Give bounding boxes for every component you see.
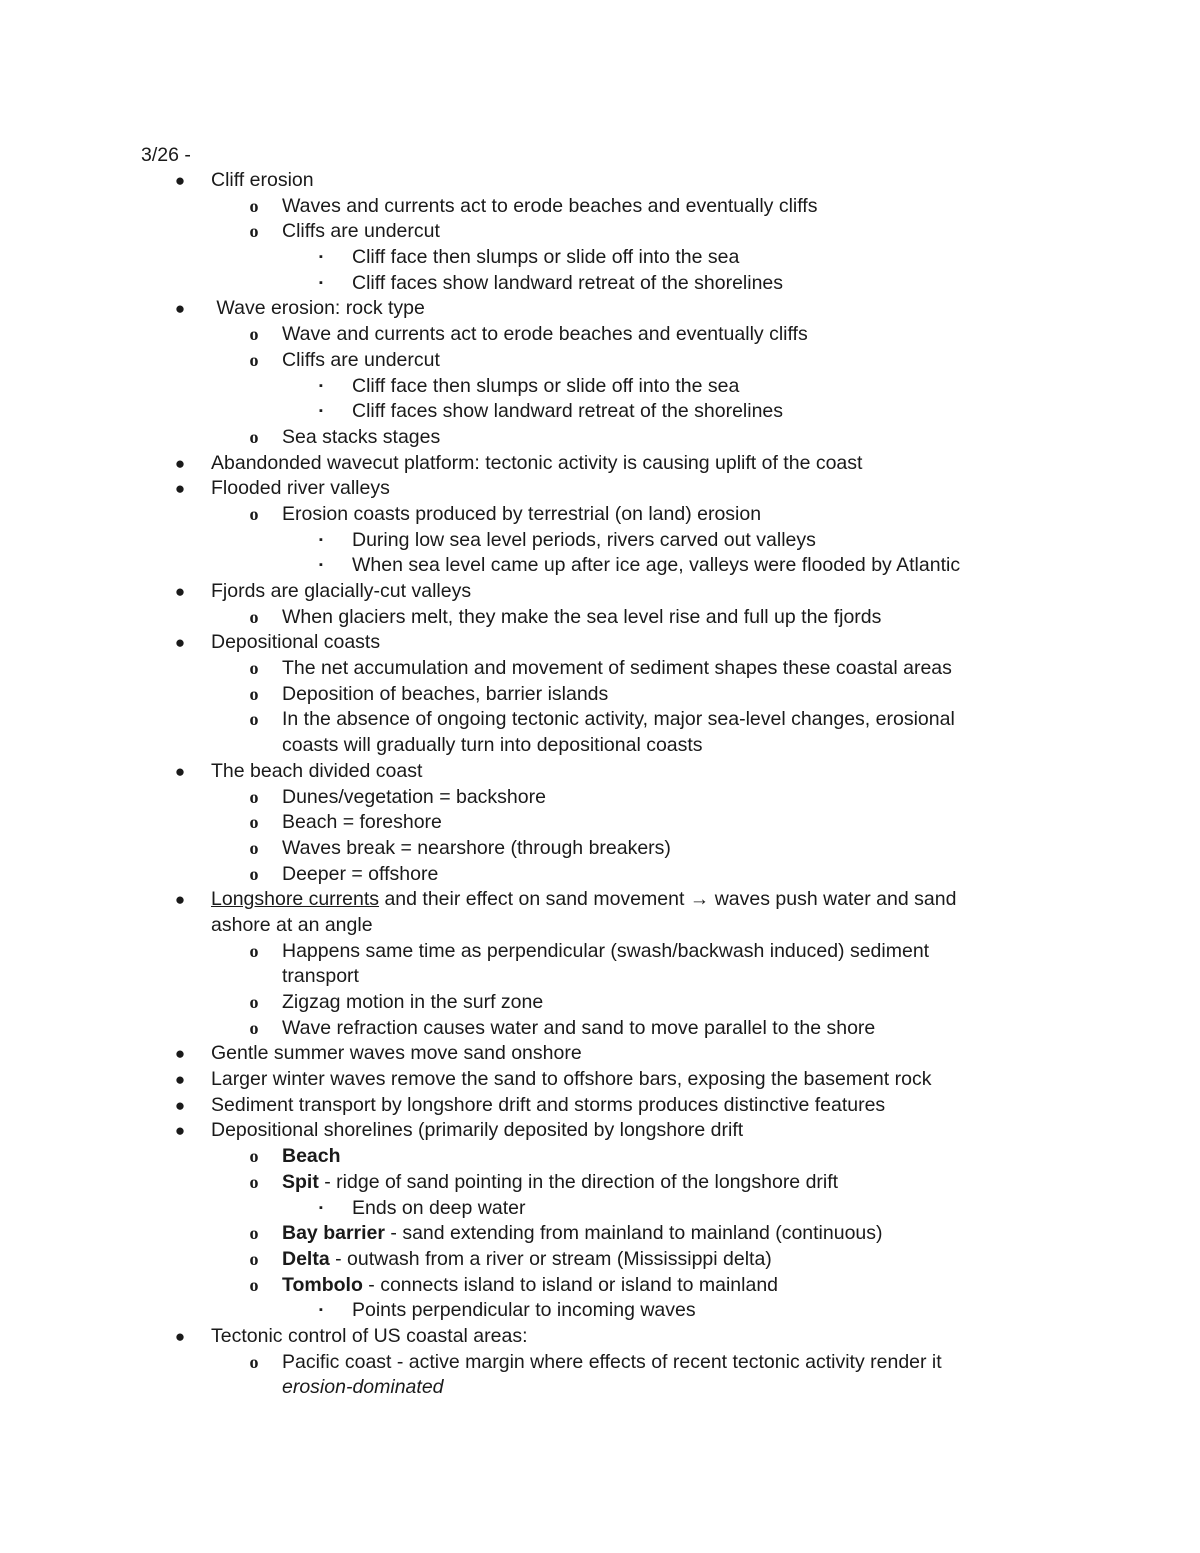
note-item-level-2 bbox=[0, 528, 1200, 554]
note-item-level-0 bbox=[0, 1067, 1200, 1093]
note-item-level-2 bbox=[0, 1298, 1200, 1324]
note-item-level-1 bbox=[0, 1350, 1200, 1376]
note-text bbox=[211, 296, 425, 322]
note-text-segment: Waves break = nearshore (through breakers) bbox=[282, 836, 671, 859]
bullet-marker-icon: o bbox=[249, 606, 259, 627]
bullet-marker-icon: o bbox=[249, 837, 259, 858]
note-item-level-2 bbox=[0, 1196, 1200, 1222]
note-text bbox=[282, 502, 761, 528]
bullet-marker-icon: o bbox=[249, 1171, 259, 1192]
bullet-marker-icon: ● bbox=[174, 633, 186, 653]
note-line-continuation bbox=[0, 1375, 1200, 1401]
note-text bbox=[211, 1041, 582, 1067]
note-text-segment: - connects island to island or island to mainland bbox=[362, 1273, 779, 1296]
note-item-level-1 bbox=[0, 785, 1200, 811]
note-text bbox=[211, 887, 956, 913]
note-text bbox=[211, 476, 390, 502]
note-text bbox=[282, 836, 671, 862]
note-text-italic: erosion-dominated bbox=[282, 1376, 444, 1399]
bullet-marker-icon: ● bbox=[174, 479, 186, 499]
note-text-segment: - outwash from a river or stream (Mississippi delta) bbox=[329, 1247, 772, 1270]
note-text-segment: Cliff face then slumps or slide off into the sea bbox=[352, 374, 740, 397]
note-text-segment: Waves and currents act to erode beaches and eventually cliffs bbox=[282, 194, 818, 217]
note-item-level-0 bbox=[0, 1093, 1200, 1119]
note-text bbox=[282, 348, 440, 374]
bullet-marker-icon: o bbox=[249, 940, 259, 961]
bullet-marker-icon: o bbox=[249, 1351, 259, 1372]
note-item-level-1 bbox=[0, 836, 1200, 862]
note-text bbox=[282, 939, 929, 965]
note-text-segment: Pacific coast - active margin where effects of recent tectonic activity render it bbox=[282, 1350, 942, 1373]
note-text-segment: Cliff faces show landward retreat of the shorelines bbox=[352, 400, 784, 423]
note-text bbox=[211, 913, 373, 939]
note-text bbox=[282, 194, 817, 220]
note-line-continuation bbox=[0, 733, 1200, 759]
bullet-marker-icon: ▪ bbox=[319, 533, 323, 546]
note-text-segment: Gentle summer waves move sand onshore bbox=[211, 1042, 582, 1065]
note-text bbox=[282, 1016, 875, 1042]
bullet-marker-icon: ▪ bbox=[319, 1304, 323, 1317]
note-item-level-0 bbox=[0, 887, 1200, 913]
bullet-marker-icon: o bbox=[249, 992, 259, 1012]
note-item-level-1 bbox=[0, 656, 1200, 682]
note-text-segment: Ends on deep water bbox=[352, 1196, 526, 1219]
note-text-segment: Larger winter waves remove the sand to offshore bars, exposing the basement rock bbox=[211, 1068, 932, 1091]
note-item-level-1 bbox=[0, 1247, 1200, 1273]
bullet-marker-icon: ● bbox=[174, 582, 186, 601]
note-text bbox=[282, 1221, 883, 1247]
note-item-level-2 bbox=[0, 245, 1200, 271]
note-item-level-1 bbox=[0, 939, 1200, 965]
note-text-segment: Cliff face then slumps or slide off into the sea bbox=[352, 246, 740, 269]
note-text-segment: When glaciers melt, they make the sea level rise and full up the fjords bbox=[282, 605, 882, 628]
note-text-segment: Points perpendicular to incoming waves bbox=[352, 1299, 696, 1322]
bullet-marker-icon: ● bbox=[174, 1070, 186, 1090]
note-item-level-1 bbox=[0, 425, 1200, 451]
date-heading: 3/26 - bbox=[141, 144, 191, 166]
note-item-level-0 bbox=[0, 1041, 1200, 1067]
bullet-marker-icon: ● bbox=[174, 761, 186, 781]
note-text bbox=[211, 168, 314, 194]
note-text bbox=[352, 374, 739, 400]
note-text-segment: - ridge of sand pointing in the direction of the longshore drift bbox=[318, 1170, 839, 1193]
note-text-segment: Tectonic control of US coastal areas: bbox=[211, 1324, 528, 1347]
bullet-marker-icon: o bbox=[249, 1223, 259, 1244]
note-item-level-1 bbox=[0, 1016, 1200, 1042]
note-text-segment: Flooded river valleys bbox=[211, 477, 390, 500]
note-text bbox=[282, 733, 703, 759]
note-text-segment: Cliffs are undercut bbox=[282, 220, 440, 243]
bullet-marker-icon: ▪ bbox=[319, 405, 323, 418]
note-item-level-1 bbox=[0, 810, 1200, 836]
note-item-level-1 bbox=[0, 348, 1200, 374]
note-item-level-0 bbox=[0, 476, 1200, 502]
bullet-marker-icon: ● bbox=[174, 453, 186, 473]
bullet-marker-icon: ● bbox=[174, 299, 186, 319]
bullet-marker-icon: o bbox=[249, 1146, 259, 1167]
note-text-segment: Wave erosion: rock type bbox=[211, 297, 425, 320]
note-text-segment: Depositional coasts bbox=[211, 631, 381, 654]
note-text-bold: Bay barrier bbox=[282, 1222, 385, 1245]
note-text bbox=[282, 219, 440, 245]
note-text bbox=[352, 1196, 525, 1222]
note-text-bold: Delta bbox=[282, 1247, 330, 1270]
note-text bbox=[282, 1247, 772, 1273]
note-text-segment: Deeper = offshore bbox=[282, 862, 439, 885]
note-text bbox=[282, 707, 955, 733]
note-text-segment: Beach = foreshore bbox=[282, 811, 442, 834]
bullet-marker-icon: ● bbox=[174, 1326, 186, 1346]
note-text bbox=[282, 1375, 444, 1401]
note-text-bold: Beach bbox=[282, 1145, 341, 1168]
note-text bbox=[282, 810, 442, 836]
note-text-bold: Tombolo bbox=[282, 1273, 363, 1296]
note-item-level-1 bbox=[0, 682, 1200, 708]
bullet-marker-icon: o bbox=[249, 426, 259, 447]
note-text-segment: Abandonded wavecut platform: tectonic activity is causing uplift of the coast bbox=[211, 451, 863, 474]
note-text bbox=[282, 1170, 838, 1196]
note-item-level-0 bbox=[0, 451, 1200, 477]
note-text bbox=[282, 1273, 778, 1299]
note-text bbox=[282, 322, 808, 348]
bullet-marker-icon: ● bbox=[174, 1095, 186, 1115]
note-text bbox=[282, 964, 359, 990]
note-text bbox=[211, 759, 422, 785]
bullet-marker-icon: o bbox=[249, 683, 259, 704]
note-text-segment: During low sea level periods, rivers carved out valleys bbox=[352, 528, 816, 551]
note-item-level-2 bbox=[0, 553, 1200, 579]
note-text-segment: Sediment transport by longshore drift and storms produces distinctive features bbox=[211, 1093, 886, 1116]
bullet-marker-icon: ▪ bbox=[319, 379, 323, 392]
note-item-level-0 bbox=[0, 1324, 1200, 1350]
note-text-segment: The beach divided coast bbox=[211, 759, 423, 782]
note-text bbox=[282, 862, 438, 888]
bullet-marker-icon: o bbox=[249, 503, 259, 524]
bullet-marker-icon: o bbox=[249, 709, 259, 730]
note-text bbox=[211, 579, 471, 605]
note-text bbox=[211, 630, 380, 656]
note-text bbox=[282, 1350, 942, 1376]
note-text-segment: Wave and currents act to erode beaches and eventually cliffs bbox=[282, 323, 808, 346]
bullet-marker-icon: o bbox=[249, 1274, 259, 1295]
note-line-continuation bbox=[0, 964, 1200, 990]
note-text bbox=[352, 553, 960, 579]
note-text-segment: transport bbox=[282, 965, 359, 988]
note-text-segment: Erosion coasts produced by terrestrial (on land) erosion bbox=[282, 502, 762, 525]
bullet-marker-icon: ● bbox=[174, 1121, 186, 1141]
bullet-marker-icon: ● bbox=[174, 890, 186, 910]
note-item-level-0 bbox=[0, 630, 1200, 656]
bullet-marker-icon: ● bbox=[174, 171, 186, 190]
note-text-segment: Depositional shorelines (primarily deposited by longshore drift bbox=[211, 1119, 744, 1142]
note-text bbox=[211, 1324, 528, 1350]
note-text bbox=[352, 1298, 696, 1324]
note-text-segment: Dunes/vegetation = backshore bbox=[282, 785, 546, 808]
bullet-marker-icon: ▪ bbox=[319, 559, 323, 572]
bullet-marker-icon: o bbox=[249, 812, 259, 833]
note-text-segment: When sea level came up after ice age, valleys were flooded by Atlantic bbox=[352, 554, 961, 577]
note-item-level-2 bbox=[0, 399, 1200, 425]
bullet-marker-icon: o bbox=[249, 324, 259, 345]
note-item-level-2 bbox=[0, 374, 1200, 400]
note-text bbox=[352, 528, 816, 554]
note-text-segment: Cliffs are undercut bbox=[282, 348, 440, 371]
note-text bbox=[282, 682, 608, 708]
note-text bbox=[211, 451, 862, 477]
note-item-level-1 bbox=[0, 1221, 1200, 1247]
note-item-level-0 bbox=[0, 168, 1200, 194]
note-item-level-1 bbox=[0, 707, 1200, 733]
note-text bbox=[282, 425, 440, 451]
note-text-segment: Wave refraction causes water and sand to move parallel to the shore bbox=[282, 1016, 876, 1039]
note-item-level-0 bbox=[0, 1118, 1200, 1144]
bullet-marker-icon: ● bbox=[174, 1044, 186, 1064]
note-text-segment: Deposition of beaches, barrier islands bbox=[282, 682, 609, 705]
note-item-level-1 bbox=[0, 1144, 1200, 1170]
note-item-level-1 bbox=[0, 1170, 1200, 1196]
note-text bbox=[352, 271, 783, 297]
note-text-segment: In the absence of ongoing tectonic activity, major sea-level changes, erosional bbox=[282, 708, 955, 731]
note-item-level-1 bbox=[0, 862, 1200, 888]
note-text-segment: Happens same time as perpendicular (swash/backwash induced) sediment bbox=[282, 939, 930, 962]
note-text bbox=[352, 245, 739, 271]
notes-outline bbox=[0, 168, 1200, 1401]
note-text-segment: Cliff faces show landward retreat of the shorelines bbox=[352, 271, 784, 294]
note-item-level-1 bbox=[0, 219, 1200, 245]
note-item-level-1 bbox=[0, 322, 1200, 348]
note-text bbox=[282, 785, 546, 811]
note-text bbox=[352, 399, 783, 425]
note-text-underline: Longshore currents bbox=[211, 888, 380, 911]
note-text-segment: and their effect on sand movement → waves push water and sand bbox=[379, 888, 957, 911]
note-text bbox=[211, 1093, 885, 1119]
note-text-bold: Spit bbox=[282, 1170, 319, 1193]
note-item-level-0 bbox=[0, 296, 1200, 322]
note-text bbox=[282, 990, 543, 1016]
note-line-continuation bbox=[0, 913, 1200, 939]
note-text bbox=[282, 656, 952, 682]
note-text-segment: Fjords are glacially-cut valleys bbox=[211, 580, 472, 602]
note-text-segment: Sea stacks stages bbox=[282, 425, 441, 448]
bullet-marker-icon: o bbox=[249, 1248, 259, 1269]
bullet-marker-icon: o bbox=[249, 1017, 259, 1038]
note-item-level-1 bbox=[0, 502, 1200, 528]
bullet-marker-icon: o bbox=[249, 349, 259, 370]
note-item-level-1 bbox=[0, 1273, 1200, 1299]
note-item-level-2 bbox=[0, 271, 1200, 297]
bullet-marker-icon: ▪ bbox=[319, 251, 323, 264]
bullet-marker-icon: ▪ bbox=[319, 1201, 323, 1214]
note-text-segment: - sand extending from mainland to mainland (continuous) bbox=[384, 1222, 883, 1245]
bullet-marker-icon: o bbox=[249, 786, 259, 807]
note-text-segment: Zigzag motion in the surf zone bbox=[282, 991, 544, 1013]
note-item-level-1 bbox=[0, 194, 1200, 220]
bullet-marker-icon: o bbox=[249, 863, 259, 884]
note-text bbox=[211, 1067, 931, 1093]
bullet-marker-icon: o bbox=[249, 195, 259, 216]
note-item-level-0 bbox=[0, 579, 1200, 605]
bullet-marker-icon: o bbox=[249, 221, 259, 242]
bullet-marker-icon: ▪ bbox=[319, 276, 323, 289]
note-text-segment: coasts will gradually turn into depositional coasts bbox=[282, 734, 703, 757]
note-item-level-1 bbox=[0, 990, 1200, 1016]
note-text bbox=[282, 1144, 341, 1170]
note-text-segment: Cliff erosion bbox=[211, 169, 314, 191]
note-item-level-0 bbox=[0, 759, 1200, 785]
note-text bbox=[211, 1118, 743, 1144]
note-text bbox=[282, 605, 881, 631]
note-text-segment: ashore at an angle bbox=[211, 913, 373, 936]
note-item-level-1 bbox=[0, 605, 1200, 631]
note-text-segment: The net accumulation and movement of sediment shapes these coastal areas bbox=[282, 657, 952, 680]
bullet-marker-icon: o bbox=[249, 658, 259, 679]
